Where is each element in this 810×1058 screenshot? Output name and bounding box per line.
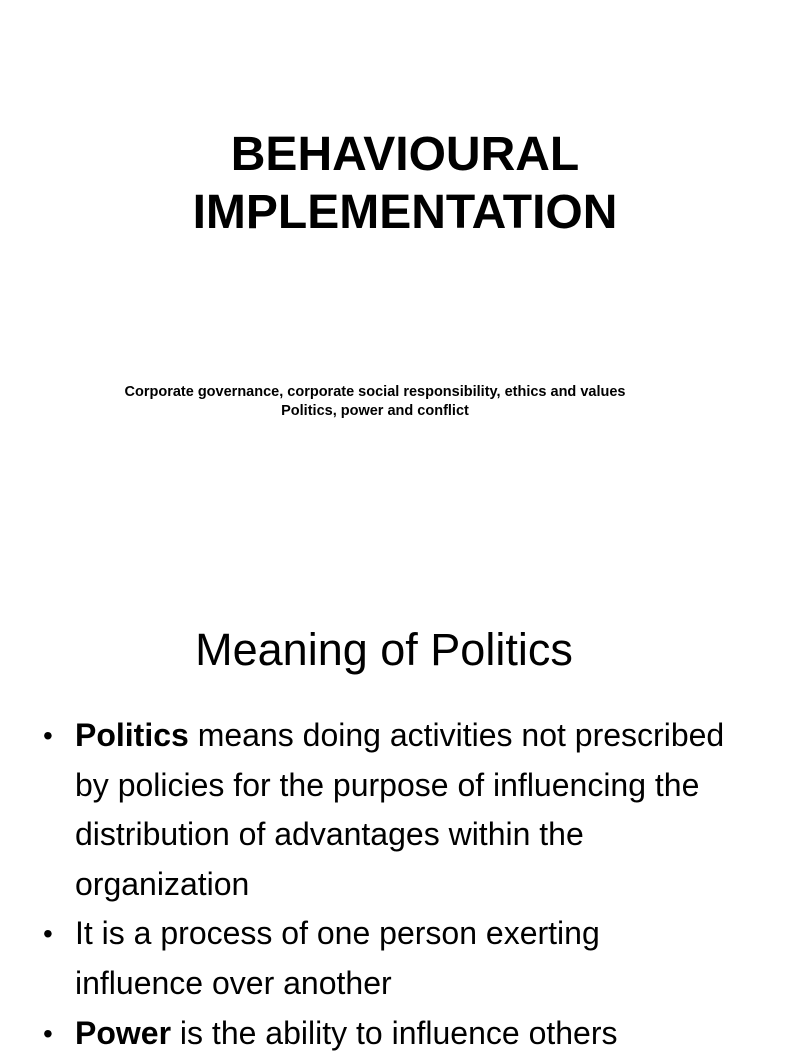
- bullet-item: [0, 909, 768, 1008]
- slide-subtitle: [0, 383, 750, 420]
- bullet-text: means doing activities not prescribed by policies for the purpose of influencing the distribution of advantages within the organization: [75, 717, 725, 902]
- slide-title: [0, 126, 810, 242]
- title-line-1: BEHAVIOURAL: [230, 128, 580, 181]
- bullet-item: [0, 711, 768, 909]
- bullet-dot-icon: •: [43, 720, 53, 751]
- bullet-text: is the ability to influence others: [171, 1014, 618, 1051]
- bullet-bold-term: Politics: [75, 717, 189, 753]
- bullet-bold-term: Power: [75, 1014, 172, 1051]
- slide-heading: Meaning of Politics: [195, 624, 573, 675]
- bullet-dot-icon: •: [43, 1017, 53, 1049]
- bullet-text: It is a process of one person exerting influence over another: [75, 915, 600, 1001]
- bullet-item: [0, 1009, 768, 1058]
- subtitle-line-1: Corporate governance, corporate social responsibility, ethics and values: [124, 384, 626, 400]
- bullet-list: [0, 711, 768, 1058]
- title-line-2: IMPLEMENTATION: [192, 186, 618, 239]
- bullet-dot-icon: •: [43, 918, 53, 950]
- subtitle-line-2: Politics, power and conflict: [281, 402, 469, 419]
